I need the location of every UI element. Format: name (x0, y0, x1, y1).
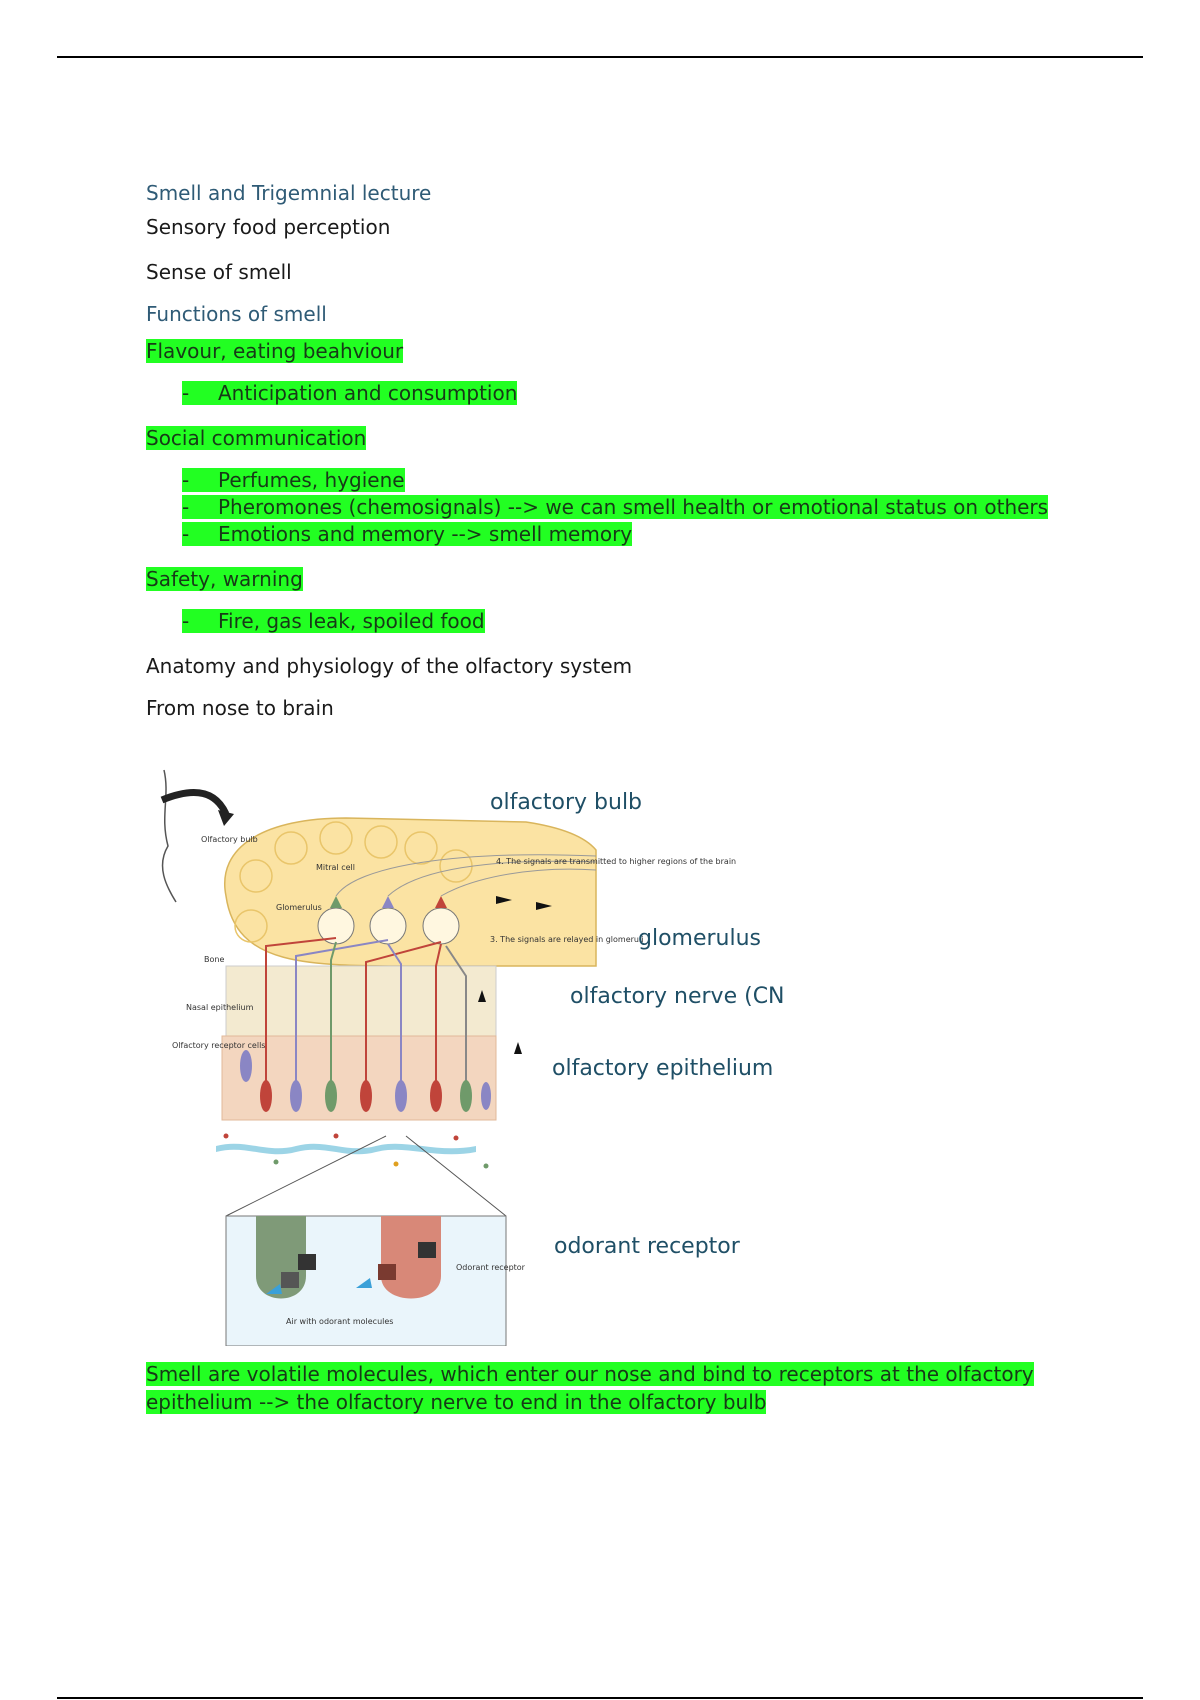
summary-paragraph (146, 1360, 1086, 1416)
glomeruli (318, 908, 459, 944)
inset-receptor-4 (378, 1264, 396, 1280)
bullet-perfumes-text: Perfumes, hygiene (218, 468, 405, 492)
label-odorant-receptor: odorant receptor (554, 1234, 740, 1259)
line-sensory-perception: Sensory food perception (146, 215, 391, 239)
page-title: Smell and Trigemnial lecture (146, 181, 432, 205)
bullet-dash: - (182, 381, 190, 405)
small-label-receptor-cells: Olfactory receptor cells (172, 1041, 266, 1050)
olfactory-system-figure (156, 766, 806, 1346)
inset-receptor-3 (418, 1242, 436, 1258)
small-label-olfactory-bulb: Olfactory bulb (201, 835, 258, 844)
section-social (146, 426, 366, 450)
bullet-dash: - (182, 522, 190, 546)
inset-receptor-2 (281, 1272, 299, 1288)
bullet-emotions-text: Emotions and memory --> smell memory (218, 522, 633, 546)
bullet-anticipation-text: Anticipation and consumption (218, 381, 518, 405)
mucus-waves (216, 1144, 476, 1155)
bullet-anticipation (182, 381, 517, 405)
section-safety-text: Safety, warning (146, 567, 303, 591)
section-safety (146, 567, 303, 591)
line-anatomy: Anatomy and physiology of the olfactory system (146, 654, 633, 678)
bottom-rule (57, 1697, 1143, 1699)
label-glomerulus: glomerulus (638, 926, 762, 951)
bullet-pheromones (182, 495, 1048, 519)
label-olfactory-nerve: olfactory nerve (CN (570, 984, 785, 1009)
section-flavour-text: Flavour, eating beahviour (146, 339, 404, 363)
small-label-nasal-epithelium: Nasal epithelium (186, 1003, 254, 1012)
bullet-dash: - (182, 609, 190, 633)
small-label-glomerulus: Glomerulus (276, 903, 322, 912)
bullet-dash: - (182, 495, 190, 519)
nose-outline (163, 770, 176, 902)
bullet-fire-text: Fire, gas leak, spoiled food (218, 609, 485, 633)
zoom-line-right (406, 1136, 506, 1216)
bullet-emotions (182, 522, 632, 546)
small-label-step4: 4. The signals are transmitted to higher regions of the brain (496, 857, 737, 866)
line-sense-of-smell: Sense of smell (146, 260, 292, 284)
airflow-arrow (162, 792, 226, 814)
heading-functions-of-smell: Functions of smell (146, 302, 327, 326)
bullet-perfumes (182, 468, 405, 492)
receptor-axons (266, 938, 466, 1096)
label-olfactory-epithelium: olfactory epithelium (552, 1056, 774, 1081)
bullet-fire (182, 609, 485, 633)
bullet-dash: - (182, 468, 190, 492)
label-olfactory-bulb: olfactory bulb (490, 790, 643, 815)
small-label-step3: 3. The signals are relayed in glomeruli (490, 935, 644, 944)
small-label-mitral-cell: Mitral cell (316, 863, 355, 872)
section-flavour (146, 339, 403, 363)
small-label-air: Air with odorant molecules (286, 1317, 394, 1326)
line-nose-to-brain: From nose to brain (146, 696, 334, 720)
inset-receptor-1 (298, 1254, 316, 1270)
small-label-bone: Bone (204, 955, 225, 964)
section-social-text: Social communication (146, 426, 367, 450)
top-rule (57, 56, 1143, 58)
airflow-arrow-head (218, 810, 234, 826)
small-label-odorant-receptor: Odorant receptor (456, 1263, 525, 1272)
summary-text: Smell are volatile molecules, which enter our nose and bind to receptors at the olfactory epithelium --> the olfactory nerve to end in the olfactory bulb (146, 1362, 1034, 1414)
bullet-pheromones-text: Pheromones (chemosignals) --> we can smell health or emotional status on others (218, 495, 1049, 519)
